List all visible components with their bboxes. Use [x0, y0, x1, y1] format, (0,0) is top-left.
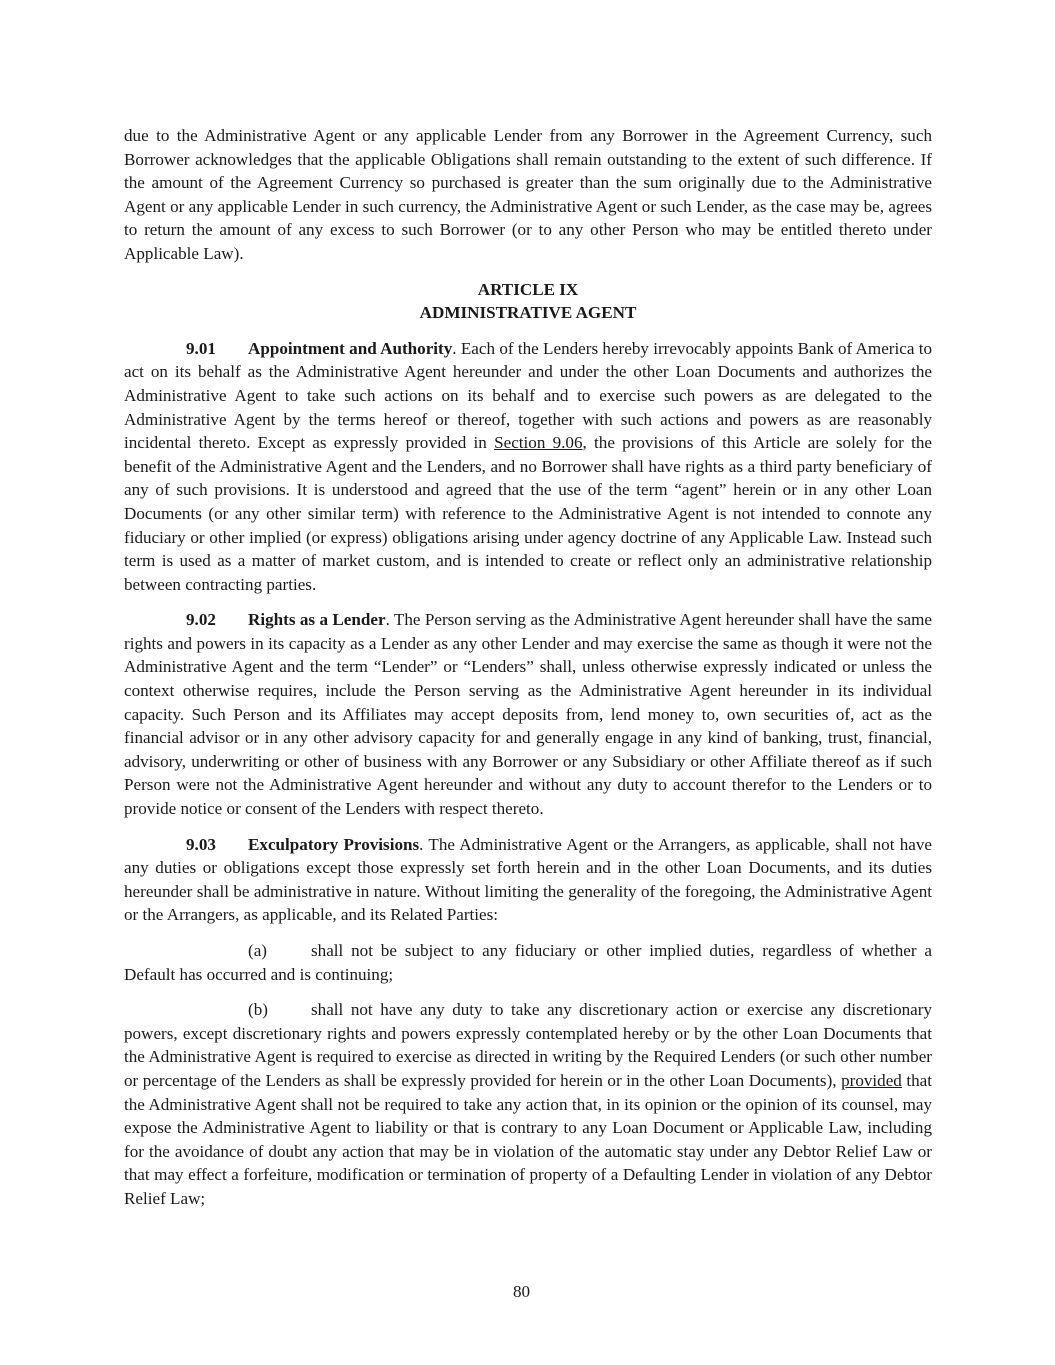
clause-b: [124, 998, 932, 1210]
section-number: 9.02: [186, 610, 216, 630]
clause-text: shall not have any duty to take any discretionary action or exercise any discretionary powers, except discretionary rights and powers expressly contemplated hereby or by the other Loan Documents that the Administrative Agent is required to exercise as directed in writing by the Required Lenders (or such other number or percentage of the Lenders as shall be expressly provided for herein or in the other Loan Documents),: [124, 1000, 932, 1090]
section-text: , the provisions of this Article are solely for the benefit of the Administrative Agent and the Lenders, and no Borrower shall have rights as a third party beneficiary of any of such provisions. It is understood and agreed that the use of the term “agent” herein or in any other Loan Documents (or any other similar term) with reference to the Administrative Agent is not intended to connote any fiduciary or other implied (or express) obligations arising under agency doctrine of any Applicable Law. Instead such term is used as a matter of market custom, and is intended to create or reflect only an administrative relationship between contracting parties.: [124, 433, 932, 594]
page-number: 80: [512, 1282, 531, 1301]
section-number: 9.01: [186, 338, 216, 358]
intro-paragraph: due to the Administrative Agent or any applicable Lender from any Borrower in the Agreement Currency, such Borrower acknowledges that the applicable Obligations shall remain outstanding to the extent of such difference. If the amount of the Agreement Currency so purchased is greater than the sum originally due to the Administrative Agent or any applicable Lender in such currency, the Administrative Agent or such Lender, as the case may be, agrees to return the amount of any excess to such Borrower (or to any other Person who may be entitled thereto under Applicable Law).: [124, 126, 932, 263]
clause-text: shall not be subject to any fiduciary or other implied duties, regardless of whether a Default has occurred and is continuing;: [124, 941, 932, 984]
section-title: Rights as a Lender: [248, 610, 386, 630]
clause-label: (a): [248, 941, 267, 960]
section-number: 9.03: [186, 834, 216, 854]
section-reference-link[interactable]: Section 9.06: [494, 433, 583, 453]
clause-a: [124, 939, 932, 986]
clause-underlined-term: provided: [841, 1070, 902, 1090]
section-9-02: [124, 608, 932, 820]
section-text: . The Administrative Agent or the Arrangers, as applicable, shall not have any duties or obligations except those expressly set forth herein and in the other Loan Documents, and its duties hereunder shall be administrative in nature. Without limiting the generality of the foregoing, the Administrative Agent or the Arrangers, as applicable, and its Related Parties:: [124, 834, 932, 925]
section-9-03: [124, 833, 932, 927]
document-page: [124, 124, 932, 1223]
section-9-01: [124, 337, 932, 597]
section-text: . Each of the Lenders hereby irrevocably appoints Bank of America to act on its behalf as the Administrative Agent hereunder and under the other Loan Documents and authorizes the Administrative Agent to take such actions on its behalf and to exercise such powers as are delegated to the Administrative Agent by the terms hereof or thereof, together with such actions and powers as are reasonably incidental thereto. Except as expressly provided in: [124, 338, 932, 453]
section-title: Appointment and Authority: [248, 338, 453, 358]
article-number: ARTICLE IX: [477, 279, 579, 299]
article-title: ADMINISTRATIVE AGENT: [419, 303, 637, 323]
section-text: . The Person serving as the Administrative Agent hereunder shall have the same rights and powers in its capacity as a Lender as any other Lender and may exercise the same as though it were not the Administrative Agent and the term “Lender” or “Lenders” shall, unless otherwise expressly indicated or unless the context otherwise requires, include the Person serving as the Administrative Agent hereunder in its individual capacity. Such Person and its Affiliates may accept deposits from, lend money to, own securities of, act as the financial advisor or in any other advisory capacity for and generally engage in any kind of banking, trust, financial, advisory, underwriting or other of business with any Borrower or any Subsidiary or other Affiliate thereof as if such Person were not the Administrative Agent hereunder and without any duty to account therefor to the Lenders or to provide notice or consent of the Lenders with respect thereto.: [124, 610, 932, 819]
article-heading: [124, 278, 932, 325]
section-title: Exculpatory Provisions: [248, 834, 420, 854]
clause-text: that the Administrative Agent shall not be required to take any action that, in its opinion or the opinion of its counsel, may expose the Administrative Agent to liability or that is contrary to any Loan Document or Applicable Law, including for the avoidance of doubt any action that may be in violation of the automatic stay under any Debtor Relief Law or that may effect a forfeiture, modification or termination of property of a Defaulting Lender in violation of any Debtor Relief Law;: [124, 1070, 933, 1208]
clause-label: (b): [248, 1000, 268, 1020]
